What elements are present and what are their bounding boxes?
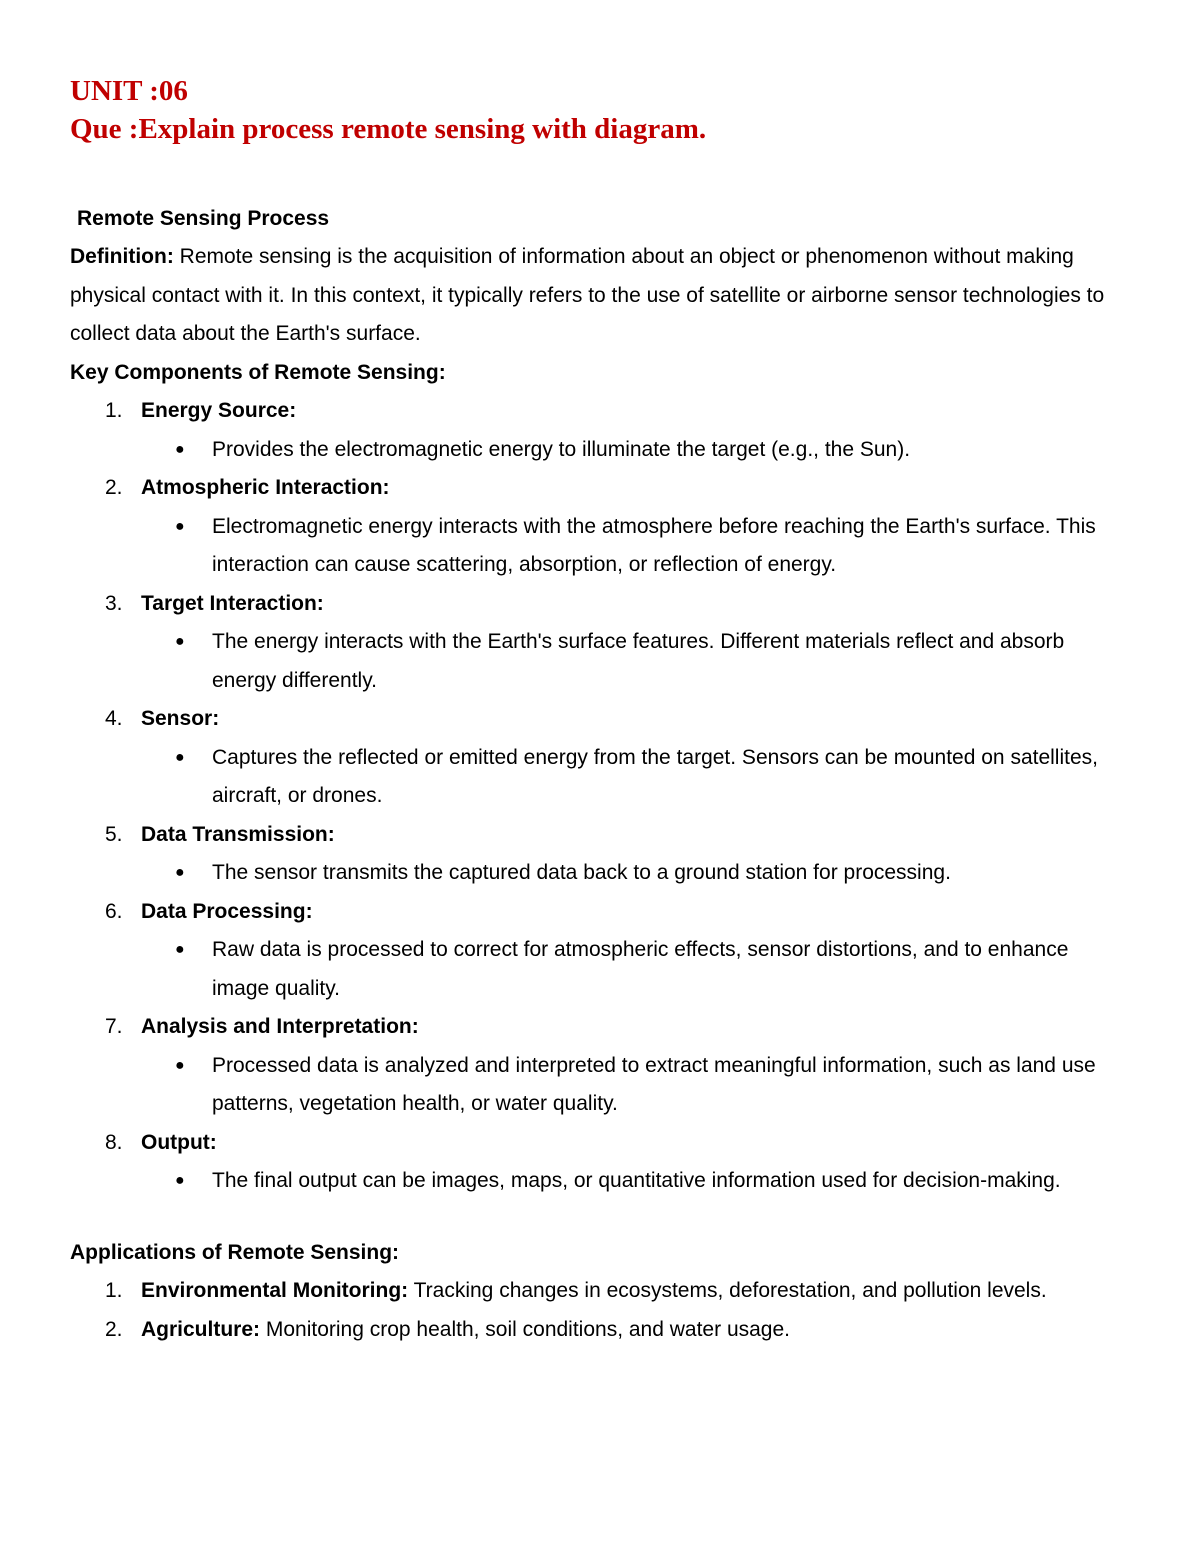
item-description: Captures the reflected or emitted energy from the target. Sensors can be mounted on satellites, aircraft, or drones. (212, 745, 1098, 807)
list-item (70, 1008, 1130, 1124)
item-title: Output: (141, 1130, 217, 1154)
item-number: 8. (105, 1130, 123, 1154)
item-title: Environmental Monitoring: (141, 1279, 409, 1302)
key-components-list (70, 392, 1130, 1201)
section-title: Remote Sensing Process (77, 207, 330, 230)
item-description: Provides the electromagnetic energy to illuminate the target (e.g., the Sun). (212, 437, 911, 461)
list-item (70, 469, 1130, 585)
applications-heading: Applications of Remote Sensing: (70, 1240, 400, 1264)
list-item (70, 1272, 1130, 1311)
item-description: The sensor transmits the captured data back to a ground station for processing. (212, 861, 951, 884)
list-item (70, 585, 1130, 701)
item-description: Tracking changes in ecosystems, deforestation, and pollution levels. (408, 1279, 1047, 1302)
list-item (70, 1124, 1130, 1201)
bullet-dot-icon: ● (175, 941, 185, 958)
document-page (70, 72, 1130, 1349)
item-title: Analysis and Interpretation: (141, 1015, 419, 1038)
list-item (70, 816, 1130, 893)
item-title: Target Interaction: (141, 591, 324, 615)
item-number: 4. (105, 707, 123, 730)
unit-heading: UNIT :06 (70, 75, 188, 107)
item-title: Atmospheric Interaction: (141, 476, 390, 499)
item-number: 1. (105, 1279, 123, 1302)
bullet-dot-icon: ● (175, 440, 185, 458)
bullet-dot-icon: ● (175, 1172, 185, 1189)
bullet-dot-icon: ● (175, 517, 185, 535)
item-title: Energy Source: (141, 399, 297, 422)
bullet-dot-icon: ● (175, 864, 185, 881)
applications-list (70, 1272, 1130, 1349)
bullet-dot-icon: ● (175, 1056, 185, 1074)
definition-label: Definition: (70, 245, 174, 268)
item-description: Electromagnetic energy interacts with the atmosphere before reaching the Earth's surface. This interaction can cause scattering, absorption, or reflection of energy. (212, 514, 1096, 576)
item-number: 5. (105, 822, 123, 846)
item-description: Processed data is analyzed and interpreted to extract meaningful information, such as land use patterns, vegetation health, or water quality. (212, 1053, 1096, 1115)
item-title: Sensor: (141, 707, 220, 730)
item-title: Data Transmission: (141, 822, 335, 846)
bullet-dot-icon: ● (175, 748, 185, 766)
bullet-dot-icon: ● (175, 633, 185, 650)
item-description: The final output can be images, maps, or quantitative information used for decision-making. (212, 1169, 1061, 1192)
item-title: Data Processing: (141, 899, 313, 923)
item-number: 2. (105, 476, 123, 499)
item-number: 3. (105, 591, 123, 615)
definition-paragraph (70, 238, 1130, 354)
list-item (70, 700, 1130, 816)
definition-text: Remote sensing is the acquisition of information about an object or phenomenon without making physical contact with it. In this context, it typically refers to the use of satellite or airborne sensor technologies to collect data about the Earth's surface. (70, 245, 1105, 345)
question-heading: Que :Explain process remote sensing with diagram. (70, 113, 707, 145)
item-title: Agriculture: (141, 1317, 261, 1341)
item-number: 2. (105, 1317, 123, 1341)
item-number: 6. (105, 899, 123, 923)
list-item (70, 893, 1130, 1009)
item-number: 7. (105, 1015, 123, 1038)
item-description: Monitoring crop health, soil conditions, and water usage. (260, 1317, 790, 1341)
item-description: The energy interacts with the Earth's surface features. Different materials reflect and absorb energy differently. (212, 630, 1065, 692)
item-number: 1. (105, 399, 123, 422)
item-description: Raw data is processed to correct for atmospheric effects, sensor distortions, and to enhance image quality. (212, 938, 1069, 1000)
list-item (70, 392, 1130, 469)
key-components-heading: Key Components of Remote Sensing: (70, 360, 446, 384)
list-item (70, 1311, 1130, 1350)
